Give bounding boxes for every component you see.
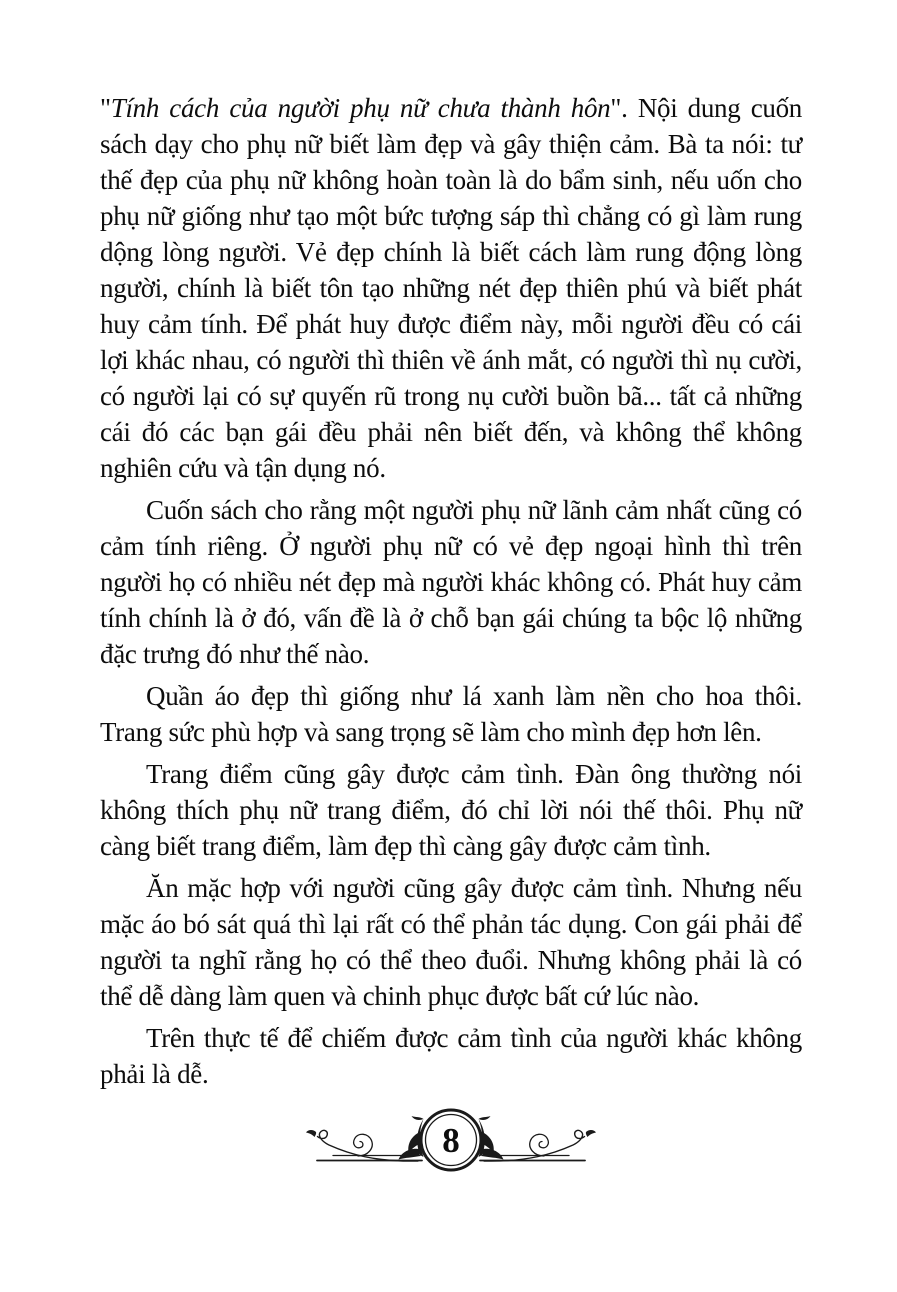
page-text (100, 90, 802, 1092)
open-quote: " (100, 93, 111, 123)
paragraph-1 (100, 90, 802, 486)
paragraph-2: Cuốn sách cho rằng một người phụ nữ lãnh cảm nhất cũng có cảm tính riêng. Ở người phụ nữ có vẻ đẹp ngoại hình thì trên người họ có nhiều nét đẹp mà người khác không có. Phát huy cảm tính chính là ở đó, vấn đề là ở chỗ bạn gái chúng ta bộc lộ những đặc trưng đó như thế nào. (100, 495, 802, 669)
paragraph-4: Trang điểm cũng gây được cảm tình. Đàn ông thường nói không thích phụ nữ trang điểm, đó chỉ lời nói thế thôi. Phụ nữ càng biết trang điểm, làm đẹp thì càng gây được cảm tình. (100, 759, 802, 861)
book-title-italic: Tính cách của người phụ nữ chưa thành hôn (110, 93, 611, 123)
page-footer (301, 1098, 601, 1198)
page-number: 8 (442, 1121, 460, 1160)
paragraph-5: Ăn mặc hợp với người cũng gây được cảm tình. Nhưng nếu mặc áo bó sát quá thì lại rất có thể phản tác dụng. Con gái phải để người ta nghĩ rằng họ có thể theo đuổi. Nhưng không phải là có thể dễ dàng làm quen và chinh phục được bất cứ lúc nào. (100, 873, 802, 1011)
paragraph-1-body: Nội dung cuốn sách dạy cho phụ nữ biết làm đẹp và gây thiện cảm. Bà ta nói: tư thế đẹp của phụ nữ không hoàn toàn là do bẩm sinh, nếu uốn cho phụ nữ giống như tạo một bức tượng sáp thì chẳng có gì làm rung dộng lòng người. Vẻ đẹp chính là biết cách làm rung động lòng người, chính là biết tôn tạo những nét đẹp thiên phú và biết phát huy cảm tính. Để phát huy được điểm này, mỗi người đều có cái lợi khác nhau, có người thì thiên về ánh mắt, có người thì nụ cười, có người lại có sự quyến rũ trong nụ cười buồn bã... tất cả những cái đó các bạn gái đều phải nên biết đến, và không thể không nghiên cứu và tận dụng nó. (100, 93, 802, 483)
close-quote: ". (610, 93, 638, 123)
flourish-right (479, 1116, 597, 1161)
page-number-ornament-icon (301, 1098, 601, 1198)
paragraph-3: Quần áo đẹp thì giống như lá xanh làm nền cho hoa thôi. Trang sức phù hợp và sang trọng sẽ làm cho mình đẹp hơn lên. (100, 681, 802, 747)
flourish-left (306, 1116, 424, 1161)
paragraph-6: Trên thực tế để chiếm được cảm tình của người khác không phải là dễ. (100, 1023, 802, 1089)
